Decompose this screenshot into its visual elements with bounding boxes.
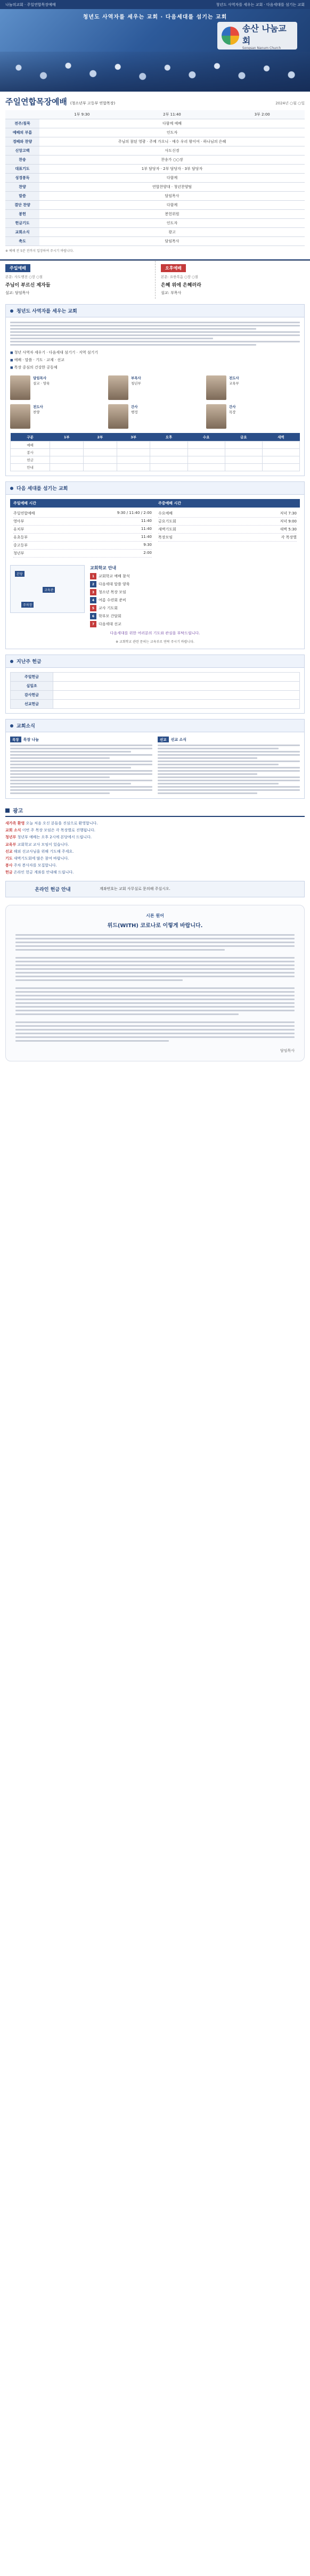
- duty-header: 구분: [11, 433, 50, 441]
- time-2: 2부 11:40: [125, 110, 220, 119]
- offering-amount: [53, 673, 300, 682]
- org-item: [90, 597, 300, 603]
- duty-cell: [84, 456, 117, 464]
- bullet-dot-icon: [10, 660, 13, 663]
- notice-item: [5, 862, 305, 869]
- schedule-name: 유치부: [13, 527, 25, 531]
- order-note: 사도신경: [39, 146, 305, 156]
- staff-photo: [108, 404, 128, 429]
- order-note: 다함께 예배: [39, 119, 305, 128]
- online-offering-box: [5, 881, 305, 897]
- duty-cell: [50, 456, 84, 464]
- sermon-am: [0, 261, 155, 299]
- vision-section: [5, 304, 305, 476]
- schedule-name: 중고등부: [13, 543, 28, 547]
- duty-cell: [150, 449, 187, 456]
- duty-cell: [84, 464, 117, 471]
- schedule-name: 청년부: [13, 551, 25, 555]
- duty-table: [10, 433, 300, 471]
- staff-role: 청년부: [131, 381, 141, 386]
- duty-cell: [50, 464, 84, 471]
- schedule-name: 수요예배: [158, 511, 173, 516]
- org-label: 교사 기도회: [99, 606, 118, 610]
- order-note: 담임목사: [39, 192, 305, 201]
- org-number-icon: 7: [90, 621, 96, 627]
- duty-cell: [187, 449, 225, 456]
- staff-role: 행정: [131, 410, 138, 415]
- staff-card: [108, 375, 202, 400]
- duty-cell: [225, 449, 262, 456]
- column-category: 시론 원어: [146, 913, 164, 918]
- duty-header: 오후: [150, 433, 187, 441]
- bullet-dot-icon: [10, 309, 13, 313]
- sermon-block: [0, 260, 310, 299]
- staff-card: [10, 404, 104, 429]
- notice-list: [0, 820, 310, 877]
- org-item: [90, 573, 300, 579]
- notice-item: [5, 869, 305, 876]
- column-author: 담임목사: [280, 1048, 295, 1053]
- staff-name: 담임목사: [33, 376, 47, 380]
- duty-row: [11, 464, 300, 471]
- order-table: [5, 110, 305, 246]
- duty-cell: [262, 449, 299, 456]
- order-label: 성경봉독: [5, 174, 39, 183]
- staff-photo: [206, 375, 226, 400]
- staff-grid: [10, 375, 300, 429]
- bullet-dot-icon: [10, 724, 13, 727]
- staff-photo: [108, 375, 128, 400]
- sunday-schedule-header: 주일예배 시간: [10, 499, 155, 508]
- notice-detail: 주차 봉사자를 모집합니다.: [13, 863, 57, 868]
- service-subtitle: (청소년부 고등부 연합목장): [70, 101, 116, 105]
- sermon-pm-title: 은혜 위에 은혜러라: [161, 283, 201, 288]
- schedule-time: 저녁 9:00: [280, 519, 297, 524]
- schedule-time: 11:40: [141, 519, 152, 523]
- map-tag: 교육관: [43, 587, 55, 593]
- notice-item: [5, 841, 305, 848]
- notice-topic: 기도: [5, 856, 13, 861]
- offering-row: [11, 700, 300, 709]
- order-label: 신앙고백: [5, 146, 39, 156]
- duty-row: [11, 449, 300, 456]
- time-1: 1부 9:30: [39, 110, 125, 119]
- staff-card: [206, 404, 300, 429]
- news-left: [10, 737, 152, 794]
- duty-cell: [117, 449, 150, 456]
- church-name: 송산 나눔교회: [242, 23, 287, 46]
- order-row: [5, 165, 305, 174]
- order-row: [5, 228, 305, 237]
- schedule-row: [158, 526, 297, 534]
- order-label: 예배의 부름: [5, 128, 39, 137]
- staff-photo: [10, 404, 30, 429]
- duty-header: 2부: [84, 433, 117, 441]
- prayer-note: 다음세대를 위한 여러분의 기도와 관심을 부탁드립니다.: [110, 631, 200, 635]
- church-logo: [217, 22, 297, 50]
- org-number-icon: 2: [90, 581, 96, 587]
- schedule-row: [13, 510, 152, 518]
- duty-header: 새벽: [262, 433, 299, 441]
- square-icon: [5, 808, 10, 813]
- duty-cell: 안내: [11, 464, 50, 471]
- offering-type: 십일조: [11, 682, 53, 691]
- org-label: 다음세대 말씀 양육: [99, 582, 130, 586]
- schedule-time: 각 목장별: [281, 535, 297, 539]
- schedule-row: [13, 526, 152, 534]
- vision-bullet: ■ 목장 중심의 건강한 공동체: [10, 364, 300, 371]
- duty-header: 금요: [225, 433, 262, 441]
- staff-name: 간사: [229, 405, 236, 409]
- weekday-schedule-header: 주중예배 시간: [155, 499, 300, 508]
- notice-topic: 교육부: [5, 842, 17, 847]
- org-title: 교회학교 안내: [90, 566, 117, 570]
- schedule-time: 새벽 5:30: [280, 527, 297, 531]
- org-item: [90, 589, 300, 595]
- order-label: 말씀: [5, 192, 39, 201]
- duty-cell: 헌금: [11, 456, 50, 464]
- order-row: [5, 237, 305, 246]
- schedule-time: 9:30 / 11:40 / 2:00: [117, 511, 152, 515]
- notice-item: [5, 834, 305, 841]
- order-note: 인도자: [39, 128, 305, 137]
- school-note: ※ 교회학교 관련 문의는 교육부로 연락 주시기 바랍니다.: [116, 640, 194, 644]
- online-offering-title: 온라인 헌금 안내: [35, 887, 71, 893]
- vision-bullet: ■ 예배 · 말씀 · 기도 · 교제 · 선교: [10, 356, 300, 364]
- notice-topic: 헌금: [5, 870, 13, 875]
- duty-cell: [150, 456, 187, 464]
- notice-topic: 교회 소식: [5, 828, 21, 833]
- order-row: [5, 219, 305, 228]
- staff-card: [108, 404, 202, 429]
- column-title: 위드(WITH) 코로나로 이렇게 바랍니다.: [107, 922, 203, 929]
- org-item: [90, 605, 300, 611]
- news-left-tag: 목장: [10, 737, 21, 742]
- order-label: 경배와 찬양: [5, 137, 39, 146]
- service-date: 2024년 ○월 ○일: [275, 101, 305, 105]
- school-section: [5, 481, 305, 649]
- offering-row: [11, 691, 300, 700]
- order-note: 1부 담당자 · 2부 담당자 · 3부 담당자: [39, 165, 305, 174]
- schedule-name: 목장모임: [158, 535, 173, 539]
- duty-cell: [84, 441, 117, 449]
- school-title: 다음 세대를 섬기는 교회: [17, 486, 68, 492]
- order-row: [5, 156, 305, 165]
- header-banner: [0, 9, 310, 92]
- service-order: [0, 92, 310, 260]
- org-item: [90, 613, 300, 619]
- notice-detail: 청년부 예배는 오후 2시에 본당에서 드립니다.: [17, 835, 92, 840]
- offering-amount: [53, 700, 300, 709]
- sermon-am-preacher: 설교: 담임목사: [5, 291, 30, 295]
- news-section: [5, 719, 305, 799]
- bullet-dot-icon: [10, 487, 13, 490]
- schedule-time: 2:00: [143, 551, 152, 555]
- finance-title: 지난주 헌금: [17, 659, 42, 665]
- schedule-time: 11:40: [141, 535, 152, 539]
- news-right-tag: 선교: [158, 737, 169, 742]
- duty-cell: [262, 464, 299, 471]
- duty-cell: [117, 456, 150, 464]
- pastor-column: [5, 905, 305, 1061]
- staff-name: 부목사: [131, 376, 141, 380]
- offering-table: [10, 672, 300, 709]
- schedule-name: 금요기도회: [158, 519, 176, 524]
- notice-topic: 청년부: [5, 835, 17, 840]
- org-number-icon: 6: [90, 613, 96, 619]
- staff-role: 목장: [229, 410, 236, 415]
- offering-amount: [53, 682, 300, 691]
- offering-type: 주일헌금: [11, 673, 53, 682]
- org-list: [90, 573, 300, 627]
- banner-slogan: 청년도 사역자를 세우는 교회 · 다음세대를 섬기는 교회: [83, 14, 227, 20]
- duty-cell: [50, 441, 84, 449]
- schedule-name: 유초등부: [13, 535, 28, 539]
- top-bar: [0, 0, 310, 9]
- top-bar-right: 청년도 사역자를 세우는 교회 · 다음세대를 섬기는 교회: [216, 2, 305, 7]
- order-note: 담임목사: [39, 237, 305, 246]
- time-3: 3부 2:00: [219, 110, 305, 119]
- order-row: [5, 119, 305, 128]
- schedule-name: 주일연합예배: [13, 511, 35, 516]
- duty-cell: [225, 464, 262, 471]
- notice-topic: 선교: [5, 849, 13, 854]
- order-label: 찬송: [5, 156, 39, 165]
- order-note: 다함께: [39, 174, 305, 183]
- order-row: [5, 183, 305, 192]
- org-number-icon: 3: [90, 589, 96, 595]
- order-row: [5, 192, 305, 201]
- duty-cell: [150, 441, 187, 449]
- schedule-time: 9:30: [143, 543, 152, 547]
- schedule-row: [158, 518, 297, 526]
- order-row: [5, 174, 305, 183]
- order-label: 전주/침묵: [5, 119, 39, 128]
- order-row: [5, 201, 305, 210]
- notice-detail: 새벽기도회에 많은 참여 바랍니다.: [13, 856, 69, 861]
- notice-topic: 새가족 환영: [5, 821, 25, 826]
- news-right: [158, 737, 300, 794]
- offering-type: 감사헌금: [11, 691, 53, 700]
- schedule-name: 새벽기도회: [158, 527, 176, 531]
- notice-detail: 교회학교 교사 모임이 있습니다.: [17, 842, 69, 847]
- order-label: 교회소식: [5, 228, 39, 237]
- duty-row: [11, 441, 300, 449]
- bulletin-page: [0, 0, 310, 1083]
- order-note: 광고: [39, 228, 305, 237]
- notice-topic: 봉사: [5, 863, 13, 868]
- org-item: [90, 581, 300, 587]
- order-label: 봉헌: [5, 210, 39, 219]
- org-label: 여름 수련회 준비: [99, 598, 126, 602]
- offering-amount: [53, 691, 300, 700]
- duty-cell: [225, 456, 262, 464]
- schedule-row: [13, 534, 152, 542]
- schedule-row: [13, 550, 152, 558]
- top-bar-left: 나눔의교회 · 주일연합목장예배: [5, 2, 56, 7]
- duty-row: [11, 456, 300, 464]
- notice-item: [5, 855, 305, 862]
- news-left-title: 목장 나눔: [23, 737, 39, 742]
- duty-cell: [187, 441, 225, 449]
- news-title: 교회소식: [17, 724, 35, 730]
- org-label: 교회학교 예배 참석: [99, 574, 130, 578]
- order-label: 대표기도: [5, 165, 39, 174]
- worship-schedule: [10, 499, 300, 560]
- duty-cell: [187, 456, 225, 464]
- duty-cell: [117, 441, 150, 449]
- schedule-row: [13, 518, 152, 526]
- duty-header: 3부: [117, 433, 150, 441]
- notice-item: [5, 820, 305, 827]
- news-right-title: 선교 소식: [170, 737, 187, 742]
- service-note: ※ 예배 전 5분 전까지 입장하여 주시기 바랍니다.: [5, 249, 74, 253]
- sermon-pm: [155, 261, 310, 299]
- org-label: 청소년 목장 모임: [99, 590, 126, 594]
- sermon-am-title: 주님이 부르신 제자들: [5, 283, 51, 288]
- staff-role: 설교 · 양육: [33, 381, 50, 386]
- notice-item: [5, 827, 305, 834]
- order-label: 축도: [5, 237, 39, 246]
- staff-photo: [206, 404, 226, 429]
- duty-cell: [262, 441, 299, 449]
- offering-type: 선교헌금: [11, 700, 53, 709]
- duty-cell: [150, 464, 187, 471]
- vision-bullet: ■ 청년 사역자 세우기 · 다음세대 섬기기 · 지역 섬기기: [10, 349, 300, 356]
- sermon-am-label: 주일예배: [5, 264, 30, 272]
- notice-detail: 해외 선교사님을 위해 기도해 주세요.: [13, 849, 74, 854]
- order-row: [5, 128, 305, 137]
- duty-header: 1부: [50, 433, 84, 441]
- schedule-time: 11:40: [141, 527, 152, 531]
- duty-cell: 예배: [11, 441, 50, 449]
- org-item: [90, 621, 300, 627]
- congregation-photo: [0, 52, 310, 92]
- notices-title: 광고: [13, 808, 23, 815]
- staff-photo: [10, 375, 30, 400]
- service-title: 주일연합목장예배: [5, 97, 67, 107]
- sermon-am-ref: 본문: 사도행전 ○장 ○절: [5, 275, 43, 279]
- duty-cell: 봉사: [11, 449, 50, 456]
- org-number-icon: 4: [90, 597, 96, 603]
- map-tag: 본당: [15, 571, 25, 577]
- sermon-pm-label: 오후예배: [161, 264, 186, 272]
- order-row: [5, 146, 305, 156]
- duty-cell: [187, 464, 225, 471]
- order-note: 인도자: [39, 219, 305, 228]
- schedule-row: [158, 510, 297, 518]
- vision-bullets: [10, 349, 300, 371]
- staff-name: 전도사: [33, 405, 43, 409]
- staff-name: 간사: [131, 405, 138, 409]
- schedule-row: [158, 534, 297, 542]
- order-label: 결단 찬양: [5, 201, 39, 210]
- schedule-time: 저녁 7:30: [280, 511, 297, 516]
- org-label: 학부모 간담회: [99, 614, 121, 618]
- duty-header: 수요: [187, 433, 225, 441]
- duty-cell: [262, 456, 299, 464]
- order-note: 찬송가 ○○장: [39, 156, 305, 165]
- staff-name: 전도사: [229, 376, 239, 380]
- duty-cell: [225, 441, 262, 449]
- order-label: 헌금기도: [5, 219, 39, 228]
- staff-card: [206, 375, 300, 400]
- order-note: 주님의 참된 영광 · 주께 가오니 · 예수 우리 왕이여 · 하나님의 은혜: [39, 137, 305, 146]
- sermon-pm-ref: 본문: 요한복음 ○장 ○절: [161, 275, 198, 279]
- vision-text-lines: [10, 322, 300, 346]
- order-note: 다함께: [39, 201, 305, 210]
- notice-detail: 오늘 처음 오신 분들을 진심으로 환영합니다.: [26, 821, 98, 826]
- vision-title: 청년도 사역자를 세우는 교회: [17, 309, 77, 314]
- notice-detail: 온라인 헌금 계좌를 안내해 드립니다.: [13, 870, 74, 875]
- online-offering-text: 계좌번호는 교회 사무실로 문의해 주십시오.: [100, 887, 170, 892]
- order-row: [5, 137, 305, 146]
- org-number-icon: 5: [90, 605, 96, 611]
- staff-role: 교육부: [229, 381, 239, 386]
- offering-row: [11, 682, 300, 691]
- org-number-icon: 1: [90, 573, 96, 579]
- order-row: [5, 210, 305, 219]
- map-tag: 주차장: [21, 602, 34, 608]
- notices-header: [5, 806, 305, 817]
- order-note: 봉헌위원: [39, 210, 305, 219]
- staff-role: 찬양: [33, 410, 40, 415]
- schedule-row: [13, 542, 152, 550]
- order-note: 연합찬양대 · 청년찬양팀: [39, 183, 305, 192]
- order-label: 찬양: [5, 183, 39, 192]
- schedule-name: 영아부: [13, 519, 25, 524]
- duty-cell: [84, 449, 117, 456]
- logo-mark-icon: [222, 27, 239, 45]
- notice-item: [5, 848, 305, 855]
- duty-cell: [117, 464, 150, 471]
- sermon-pm-preacher: 설교: 부목사: [161, 291, 182, 295]
- duty-cell: [50, 449, 84, 456]
- campus-map: [10, 565, 85, 613]
- church-sub: Songsan Nanum Church: [242, 46, 281, 50]
- org-label: 다음세대 선교: [99, 622, 121, 626]
- finance-section: [5, 655, 305, 714]
- notice-detail: 이번 주 목장 모임은 각 목장별로 진행됩니다.: [22, 828, 96, 833]
- offering-row: [11, 673, 300, 682]
- staff-card: [10, 375, 104, 400]
